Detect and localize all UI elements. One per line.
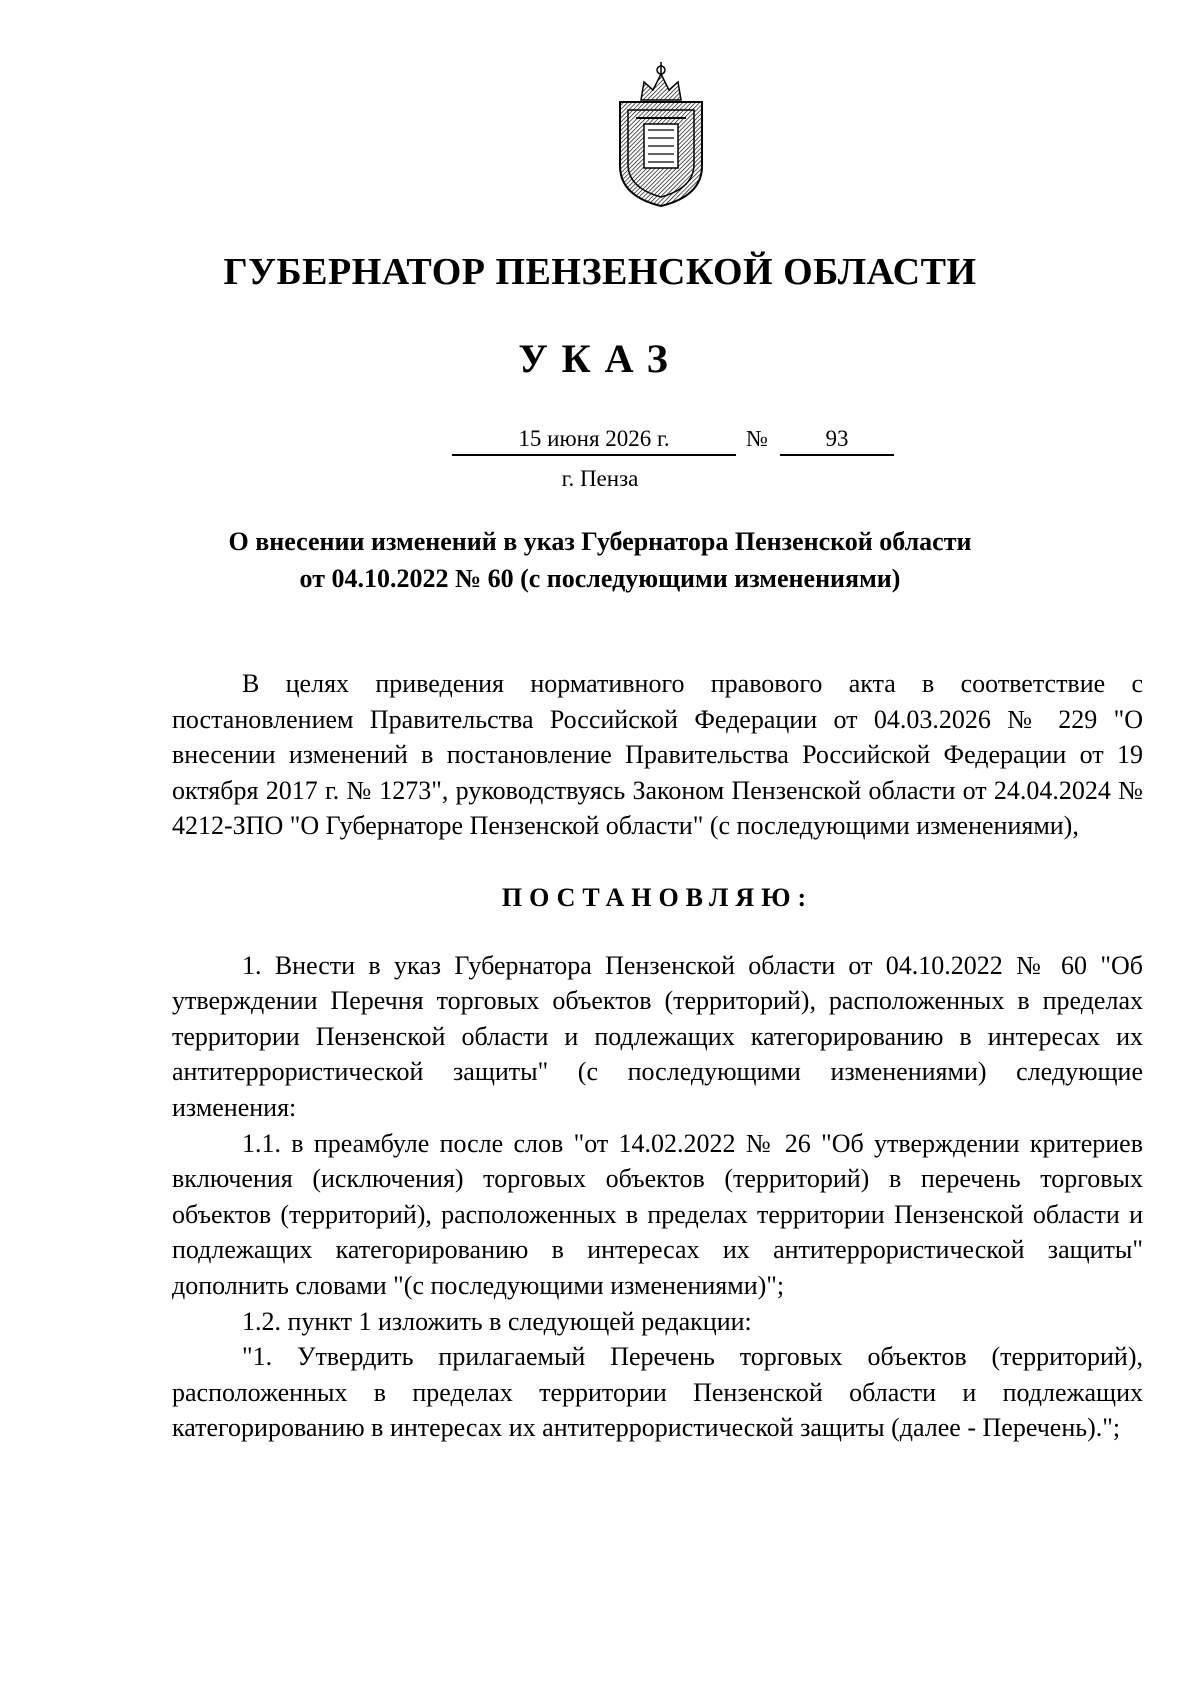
document-number: 93 [780,424,894,456]
number-sign: № [746,426,768,451]
document-type: УКАЗ [518,336,682,381]
paragraph-1-2-text: "1. Утвердить прилагаемый Перечень торговых объектов (территорий), расположенных в пределах территории Пензенской области и подлежащих категорированию в интересах их антитеррористической защиты (далее - Перечень)."; [172,1342,1143,1443]
document-city: г. Пенза [561,466,639,491]
coat-of-arms-icon [606,60,716,210]
paragraph-1: 1. Внести в указ Губернатора Пензенской области от 04.10.2022 № 60 "Об утверждении Перечня торговых объектов (территорий), расположенных в пределах территории Пензенской области и подлежащих категорированию в интересах их антитеррористической защиты" (с последующими изменениями) следующие изменения: [172,950,1143,1122]
issuing-authority: ГУБЕРНАТОР ПЕНЗЕНСКОЙ ОБЛАСТИ [223,251,977,293]
document-date: 15 июня 2026 г. [452,424,736,456]
subject-line-1: О внесении изменений в указ Губернатора Пензенской области [228,527,972,556]
preamble-paragraph: В целях приведения нормативного правового акта в соответствие с постановлением Правительства Российской Федерации от 04.03.2026 № 229 "О внесении изменений в постановление Правительства Российской Федерации от 19 октября 2017 г. № 1273", руководствуясь Законом Пензенской области от 24.04.2024 № 4212-ЗПО "О Губернаторе Пензенской области" (с последующими изменениями), [172,669,1143,841]
document-body [172,666,1143,1446]
decree-heading: ПОСТАНОВЛЯЮ: [501,882,814,912]
subject-line-2: от 04.10.2022 № 60 (с последующими изменениями) [299,564,901,593]
document-subject [0,523,1200,597]
paragraph-1-2: 1.2. пункт 1 изложить в следующей редакции: [242,1306,752,1336]
paragraph-1-1: 1.1. в преамбуле после слов "от 14.02.2022 № 26 "Об утверждении критериев включения (исключения) торговых объектов (территорий) в перечень торговых объектов (территорий), расположенных в пределах территории Пензенской области и подлежащих категорированию в интересах их антитеррористической защиты" дополнить словами "(с последующими изменениями)"; [172,1128,1143,1300]
